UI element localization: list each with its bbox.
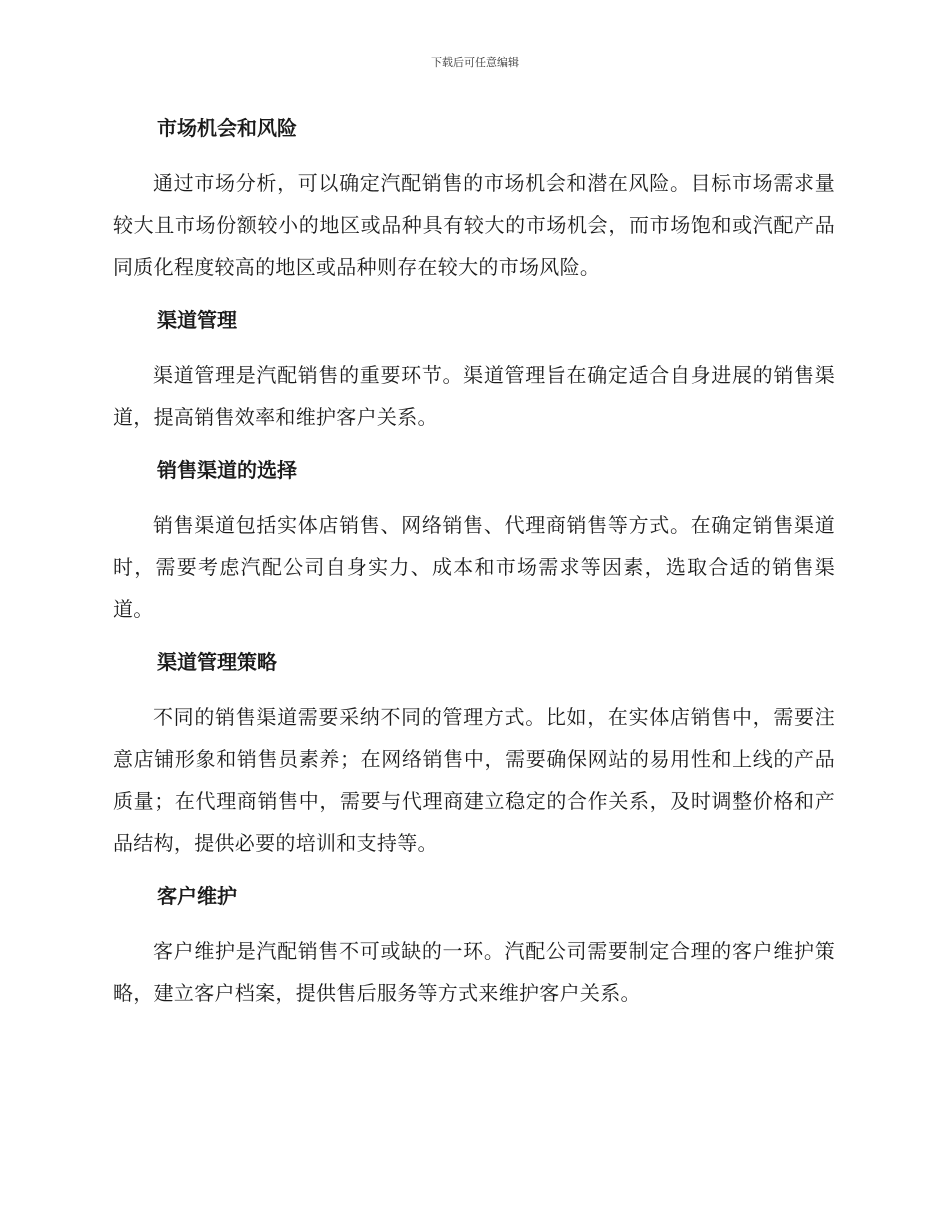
section-heading-market-opportunity: 市场机会和风险	[157, 116, 297, 140]
section-paragraph-channel-management: 渠道管理是汽配销售的重要环节。渠道管理旨在确定适合自身进展的销售渠道，提高销售效率和维护客户关系。	[113, 363, 835, 429]
section-heading-channel-selection: 销售渠道的选择	[157, 458, 297, 482]
section-heading-channel-management: 渠道管理	[157, 308, 237, 332]
section-paragraph-channel-strategy: 不同的销售渠道需要采纳不同的管理方式。比如，在实体店销售中，需要注意店铺形象和销售员素养；在网络销售中，需要确保网站的易用性和上线的产品质量；在代理商销售中，需要与代理商建立稳定的合作关系，及时调整价格和产品结构，提供必要的培训和支持等。	[113, 705, 835, 855]
section-paragraph-market-opportunity: 通过市场分析，可以确定汽配销售的市场机会和潜在风险。目标市场需求量较大且市场份额较小的地区或品种具有较大的市场机会，而市场饱和或汽配产品同质化程度较高的地区或品种则存在较大的市场风险。	[113, 171, 835, 279]
document-body	[113, 108, 835, 1014]
page-header: 下载后可任意编辑	[431, 56, 519, 69]
section-paragraph-customer-maintenance: 客户维护是汽配销售不可或缺的一环。汽配公司需要制定合理的客户维护策略，建立客户档案，提供售后服务等方式来维护客户关系。	[113, 939, 835, 1005]
section-heading-customer-maintenance: 客户维护	[157, 884, 237, 908]
section-paragraph-channel-selection: 销售渠道包括实体店销售、网络销售、代理商销售等方式。在确定销售渠道时，需要考虑汽配公司自身实力、成本和市场需求等因素，选取合适的销售渠道。	[113, 513, 835, 621]
section-heading-channel-strategy: 渠道管理策略	[157, 650, 277, 674]
